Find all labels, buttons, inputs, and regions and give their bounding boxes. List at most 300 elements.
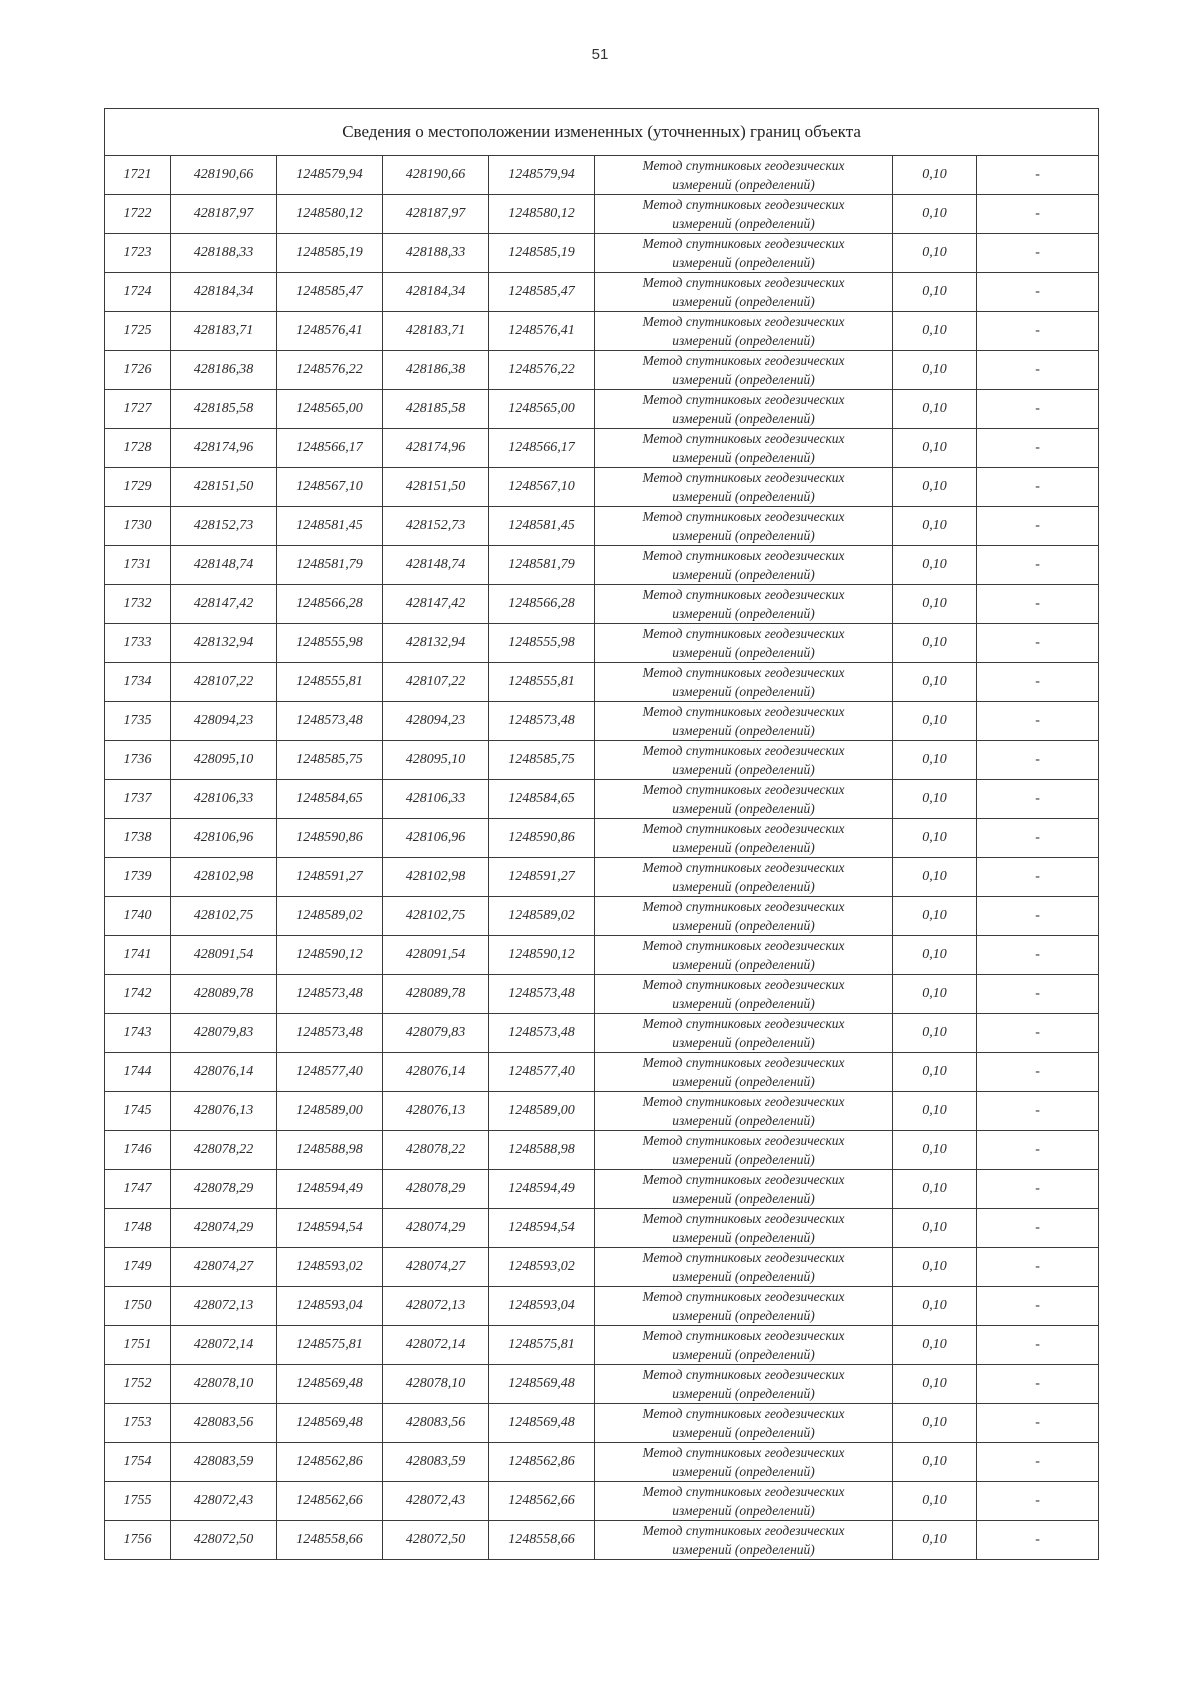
accuracy-cell: 0,10	[893, 1287, 977, 1326]
y-old-cell: 1248581,45	[277, 507, 383, 546]
x-old-cell: 428148,74	[171, 546, 277, 585]
table-row	[105, 1131, 1099, 1170]
x-new-cell: 428074,29	[383, 1209, 489, 1248]
point-number-cell: 1726	[105, 351, 171, 390]
point-number-cell: 1753	[105, 1404, 171, 1443]
point-number-cell: 1755	[105, 1482, 171, 1521]
x-new-cell: 428147,42	[383, 585, 489, 624]
accuracy-cell: 0,10	[893, 1131, 977, 1170]
table-row	[105, 1365, 1099, 1404]
method-line-1: Метод спутниковых геодезических	[642, 1367, 845, 1382]
y-old-cell: 1248590,86	[277, 819, 383, 858]
y-new-cell: 1248589,00	[489, 1092, 595, 1131]
x-new-cell: 428094,23	[383, 702, 489, 741]
x-new-cell: 428107,22	[383, 663, 489, 702]
point-number-cell: 1722	[105, 195, 171, 234]
point-number-cell: 1724	[105, 273, 171, 312]
table-row	[105, 1014, 1099, 1053]
point-number-cell: 1750	[105, 1287, 171, 1326]
table-row	[105, 624, 1099, 663]
y-new-cell: 1248581,45	[489, 507, 595, 546]
accuracy-cell: 0,10	[893, 507, 977, 546]
x-old-cell: 428079,83	[171, 1014, 277, 1053]
y-new-cell: 1248577,40	[489, 1053, 595, 1092]
point-number-cell: 1734	[105, 663, 171, 702]
x-new-cell: 428174,96	[383, 429, 489, 468]
table-row	[105, 1287, 1099, 1326]
y-new-cell: 1248567,10	[489, 468, 595, 507]
x-old-cell: 428174,96	[171, 429, 277, 468]
accuracy-cell: 0,10	[893, 195, 977, 234]
x-old-cell: 428072,14	[171, 1326, 277, 1365]
method-cell	[595, 1170, 893, 1209]
method-cell	[595, 1365, 893, 1404]
table-row	[105, 780, 1099, 819]
note-cell: -	[977, 975, 1099, 1014]
table-row	[105, 897, 1099, 936]
note-cell: -	[977, 195, 1099, 234]
accuracy-cell: 0,10	[893, 546, 977, 585]
note-cell: -	[977, 1053, 1099, 1092]
y-old-cell: 1248585,75	[277, 741, 383, 780]
method-line-2: измерений (определений)	[672, 1074, 815, 1089]
table-row	[105, 273, 1099, 312]
method-cell	[595, 780, 893, 819]
x-old-cell: 428078,29	[171, 1170, 277, 1209]
note-cell: -	[977, 312, 1099, 351]
x-old-cell: 428072,50	[171, 1521, 277, 1560]
table-row	[105, 1326, 1099, 1365]
method-line-1: Метод спутниковых геодезических	[642, 626, 845, 641]
accuracy-cell: 0,10	[893, 1053, 977, 1092]
x-old-cell: 428089,78	[171, 975, 277, 1014]
x-old-cell: 428186,38	[171, 351, 277, 390]
y-new-cell: 1248581,79	[489, 546, 595, 585]
x-new-cell: 428095,10	[383, 741, 489, 780]
note-cell: -	[977, 351, 1099, 390]
x-old-cell: 428187,97	[171, 195, 277, 234]
method-cell	[595, 975, 893, 1014]
method-line-1: Метод спутниковых геодезических	[642, 1133, 845, 1148]
x-old-cell: 428074,29	[171, 1209, 277, 1248]
method-line-1: Метод спутниковых геодезических	[642, 1055, 845, 1070]
table-title: Сведения о местоположении измененных (уточненных) границ объекта	[105, 109, 1099, 156]
y-new-cell: 1248584,65	[489, 780, 595, 819]
method-line-2: измерений (определений)	[672, 1035, 815, 1050]
note-cell: -	[977, 1170, 1099, 1209]
method-line-1: Метод спутниковых геодезических	[642, 1094, 845, 1109]
x-old-cell: 428183,71	[171, 312, 277, 351]
table-row	[105, 195, 1099, 234]
point-number-cell: 1749	[105, 1248, 171, 1287]
table-row	[105, 312, 1099, 351]
method-line-2: измерений (определений)	[672, 567, 815, 582]
accuracy-cell: 0,10	[893, 663, 977, 702]
accuracy-cell: 0,10	[893, 741, 977, 780]
method-line-2: измерений (определений)	[672, 372, 815, 387]
x-new-cell: 428079,83	[383, 1014, 489, 1053]
method-line-1: Метод спутниковых геодезических	[642, 977, 845, 992]
point-number-cell: 1733	[105, 624, 171, 663]
x-old-cell: 428132,94	[171, 624, 277, 663]
method-line-2: измерений (определений)	[672, 1113, 815, 1128]
x-new-cell: 428132,94	[383, 624, 489, 663]
y-new-cell: 1248588,98	[489, 1131, 595, 1170]
x-new-cell: 428106,33	[383, 780, 489, 819]
note-cell: -	[977, 1248, 1099, 1287]
x-old-cell: 428076,14	[171, 1053, 277, 1092]
y-new-cell: 1248593,04	[489, 1287, 595, 1326]
point-number-cell: 1725	[105, 312, 171, 351]
accuracy-cell: 0,10	[893, 858, 977, 897]
accuracy-cell: 0,10	[893, 780, 977, 819]
point-number-cell: 1723	[105, 234, 171, 273]
method-line-2: измерений (определений)	[672, 957, 815, 972]
method-line-1: Метод спутниковых геодезических	[642, 1406, 845, 1421]
table-row	[105, 546, 1099, 585]
x-new-cell: 428074,27	[383, 1248, 489, 1287]
method-line-2: измерений (определений)	[672, 294, 815, 309]
x-new-cell: 428078,10	[383, 1365, 489, 1404]
method-cell	[595, 1014, 893, 1053]
method-line-1: Метод спутниковых геодезических	[642, 158, 845, 173]
point-number-cell: 1731	[105, 546, 171, 585]
method-cell	[595, 1287, 893, 1326]
method-line-1: Метод спутниковых геодезических	[642, 197, 845, 212]
method-line-2: измерений (определений)	[672, 996, 815, 1011]
method-line-2: измерений (определений)	[672, 255, 815, 270]
x-new-cell: 428185,58	[383, 390, 489, 429]
method-cell	[595, 741, 893, 780]
x-new-cell: 428072,50	[383, 1521, 489, 1560]
y-old-cell: 1248573,48	[277, 1014, 383, 1053]
point-number-cell: 1743	[105, 1014, 171, 1053]
method-line-2: измерений (определений)	[672, 879, 815, 894]
note-cell: -	[977, 1326, 1099, 1365]
boundary-coordinates-table	[104, 108, 1099, 1560]
table-row	[105, 1209, 1099, 1248]
point-number-cell: 1735	[105, 702, 171, 741]
method-line-1: Метод спутниковых геодезических	[642, 392, 845, 407]
method-line-1: Метод спутниковых геодезических	[642, 1172, 845, 1187]
y-new-cell: 1248562,86	[489, 1443, 595, 1482]
x-new-cell: 428089,78	[383, 975, 489, 1014]
table-row	[105, 429, 1099, 468]
method-cell	[595, 234, 893, 273]
x-old-cell: 428083,56	[171, 1404, 277, 1443]
method-line-1: Метод спутниковых геодезических	[642, 899, 845, 914]
point-number-cell: 1751	[105, 1326, 171, 1365]
method-cell	[595, 936, 893, 975]
point-number-cell: 1729	[105, 468, 171, 507]
x-new-cell: 428183,71	[383, 312, 489, 351]
method-line-2: измерений (определений)	[672, 450, 815, 465]
x-old-cell: 428147,42	[171, 585, 277, 624]
x-new-cell: 428078,22	[383, 1131, 489, 1170]
note-cell: -	[977, 273, 1099, 312]
accuracy-cell: 0,10	[893, 975, 977, 1014]
point-number-cell: 1728	[105, 429, 171, 468]
note-cell: -	[977, 624, 1099, 663]
method-cell	[595, 390, 893, 429]
note-cell: -	[977, 1521, 1099, 1560]
note-cell: -	[977, 1482, 1099, 1521]
y-old-cell: 1248565,00	[277, 390, 383, 429]
x-new-cell: 428151,50	[383, 468, 489, 507]
method-cell	[595, 702, 893, 741]
method-line-2: измерений (определений)	[672, 1347, 815, 1362]
note-cell: -	[977, 819, 1099, 858]
y-new-cell: 1248573,48	[489, 1014, 595, 1053]
note-cell: -	[977, 1365, 1099, 1404]
y-old-cell: 1248581,79	[277, 546, 383, 585]
accuracy-cell: 0,10	[893, 1326, 977, 1365]
y-new-cell: 1248566,28	[489, 585, 595, 624]
note-cell: -	[977, 390, 1099, 429]
y-old-cell: 1248579,94	[277, 156, 383, 195]
accuracy-cell: 0,10	[893, 624, 977, 663]
point-number-cell: 1737	[105, 780, 171, 819]
table-row	[105, 156, 1099, 195]
x-old-cell: 428074,27	[171, 1248, 277, 1287]
point-number-cell: 1754	[105, 1443, 171, 1482]
method-cell	[595, 468, 893, 507]
note-cell: -	[977, 1404, 1099, 1443]
table-row	[105, 819, 1099, 858]
point-number-cell: 1732	[105, 585, 171, 624]
y-old-cell: 1248594,49	[277, 1170, 383, 1209]
method-line-2: измерений (определений)	[672, 1308, 815, 1323]
point-number-cell: 1740	[105, 897, 171, 936]
note-cell: -	[977, 936, 1099, 975]
x-old-cell: 428094,23	[171, 702, 277, 741]
method-line-2: измерений (определений)	[672, 411, 815, 426]
x-new-cell: 428072,43	[383, 1482, 489, 1521]
y-new-cell: 1248594,49	[489, 1170, 595, 1209]
x-new-cell: 428106,96	[383, 819, 489, 858]
note-cell: -	[977, 858, 1099, 897]
table-row	[105, 858, 1099, 897]
table-row	[105, 1482, 1099, 1521]
point-number-cell: 1742	[105, 975, 171, 1014]
x-new-cell: 428078,29	[383, 1170, 489, 1209]
method-line-2: измерений (определений)	[672, 177, 815, 192]
y-new-cell: 1248558,66	[489, 1521, 595, 1560]
y-new-cell: 1248569,48	[489, 1404, 595, 1443]
y-new-cell: 1248591,27	[489, 858, 595, 897]
method-line-2: измерений (определений)	[672, 1152, 815, 1167]
method-cell	[595, 273, 893, 312]
table-row	[105, 936, 1099, 975]
x-old-cell: 428184,34	[171, 273, 277, 312]
accuracy-cell: 0,10	[893, 1170, 977, 1209]
accuracy-cell: 0,10	[893, 312, 977, 351]
point-number-cell: 1756	[105, 1521, 171, 1560]
y-old-cell: 1248555,98	[277, 624, 383, 663]
y-old-cell: 1248569,48	[277, 1404, 383, 1443]
y-new-cell: 1248585,47	[489, 273, 595, 312]
method-cell	[595, 663, 893, 702]
method-cell	[595, 819, 893, 858]
x-old-cell: 428151,50	[171, 468, 277, 507]
y-old-cell: 1248562,66	[277, 1482, 383, 1521]
method-line-1: Метод спутниковых геодезических	[642, 938, 845, 953]
table-body	[105, 156, 1099, 1560]
y-old-cell: 1248584,65	[277, 780, 383, 819]
point-number-cell: 1739	[105, 858, 171, 897]
table-row	[105, 507, 1099, 546]
method-cell	[595, 1209, 893, 1248]
method-cell	[595, 351, 893, 390]
method-line-2: измерений (определений)	[672, 918, 815, 933]
note-cell: -	[977, 897, 1099, 936]
accuracy-cell: 0,10	[893, 390, 977, 429]
method-line-2: измерений (определений)	[672, 1464, 815, 1479]
y-old-cell: 1248566,28	[277, 585, 383, 624]
y-old-cell: 1248573,48	[277, 702, 383, 741]
y-old-cell: 1248562,86	[277, 1443, 383, 1482]
table-row	[105, 1053, 1099, 1092]
y-old-cell: 1248577,40	[277, 1053, 383, 1092]
method-cell	[595, 1092, 893, 1131]
method-line-2: измерений (определений)	[672, 1425, 815, 1440]
x-new-cell: 428148,74	[383, 546, 489, 585]
method-cell	[595, 1404, 893, 1443]
point-number-cell: 1748	[105, 1209, 171, 1248]
note-cell: -	[977, 1014, 1099, 1053]
method-line-1: Метод спутниковых геодезических	[642, 587, 845, 602]
x-old-cell: 428072,13	[171, 1287, 277, 1326]
table-row	[105, 1443, 1099, 1482]
y-old-cell: 1248555,81	[277, 663, 383, 702]
point-number-cell: 1744	[105, 1053, 171, 1092]
x-old-cell: 428078,10	[171, 1365, 277, 1404]
method-cell	[595, 1248, 893, 1287]
accuracy-cell: 0,10	[893, 1404, 977, 1443]
table-row	[105, 1092, 1099, 1131]
point-number-cell: 1738	[105, 819, 171, 858]
table-row	[105, 585, 1099, 624]
method-line-1: Метод спутниковых геодезических	[642, 1484, 845, 1499]
x-new-cell: 428091,54	[383, 936, 489, 975]
y-old-cell: 1248573,48	[277, 975, 383, 1014]
x-old-cell: 428188,33	[171, 234, 277, 273]
point-number-cell: 1745	[105, 1092, 171, 1131]
table-row	[105, 1521, 1099, 1560]
x-new-cell: 428184,34	[383, 273, 489, 312]
method-line-1: Метод спутниковых геодезических	[642, 704, 845, 719]
table-row	[105, 1170, 1099, 1209]
x-new-cell: 428076,13	[383, 1092, 489, 1131]
table-row	[105, 351, 1099, 390]
accuracy-cell: 0,10	[893, 1209, 977, 1248]
note-cell: -	[977, 1092, 1099, 1131]
x-old-cell: 428076,13	[171, 1092, 277, 1131]
method-cell	[595, 1326, 893, 1365]
y-new-cell: 1248590,12	[489, 936, 595, 975]
method-line-2: измерений (определений)	[672, 1230, 815, 1245]
method-line-1: Метод спутниковых геодезических	[642, 782, 845, 797]
method-line-2: измерений (определений)	[672, 489, 815, 504]
note-cell: -	[977, 507, 1099, 546]
method-line-1: Метод спутниковых геодезических	[642, 275, 845, 290]
y-old-cell: 1248567,10	[277, 468, 383, 507]
method-cell	[595, 1482, 893, 1521]
method-line-1: Метод спутниковых геодезических	[642, 548, 845, 563]
y-old-cell: 1248593,04	[277, 1287, 383, 1326]
y-new-cell: 1248555,98	[489, 624, 595, 663]
method-cell	[595, 312, 893, 351]
method-line-2: измерений (определений)	[672, 1386, 815, 1401]
method-line-2: измерений (определений)	[672, 528, 815, 543]
note-cell: -	[977, 741, 1099, 780]
y-old-cell: 1248566,17	[277, 429, 383, 468]
y-new-cell: 1248593,02	[489, 1248, 595, 1287]
note-cell: -	[977, 468, 1099, 507]
method-line-1: Метод спутниковых геодезических	[642, 1445, 845, 1460]
y-new-cell: 1248569,48	[489, 1365, 595, 1404]
note-cell: -	[977, 1287, 1099, 1326]
note-cell: -	[977, 663, 1099, 702]
method-line-2: измерений (определений)	[672, 684, 815, 699]
y-new-cell: 1248555,81	[489, 663, 595, 702]
y-new-cell: 1248579,94	[489, 156, 595, 195]
accuracy-cell: 0,10	[893, 819, 977, 858]
method-line-1: Метод спутниковых геодезических	[642, 1250, 845, 1265]
x-new-cell: 428186,38	[383, 351, 489, 390]
y-new-cell: 1248562,66	[489, 1482, 595, 1521]
method-line-1: Метод спутниковых геодезических	[642, 1016, 845, 1031]
method-line-1: Метод спутниковых геодезических	[642, 665, 845, 680]
x-old-cell: 428102,75	[171, 897, 277, 936]
accuracy-cell: 0,10	[893, 1092, 977, 1131]
method-cell	[595, 546, 893, 585]
y-new-cell: 1248589,02	[489, 897, 595, 936]
method-line-2: измерений (определений)	[672, 1269, 815, 1284]
method-line-2: измерений (определений)	[672, 645, 815, 660]
note-cell: -	[977, 585, 1099, 624]
note-cell: -	[977, 1209, 1099, 1248]
method-cell	[595, 507, 893, 546]
y-old-cell: 1248569,48	[277, 1365, 383, 1404]
x-old-cell: 428091,54	[171, 936, 277, 975]
y-new-cell: 1248573,48	[489, 702, 595, 741]
accuracy-cell: 0,10	[893, 1014, 977, 1053]
x-old-cell: 428190,66	[171, 156, 277, 195]
y-old-cell: 1248589,00	[277, 1092, 383, 1131]
x-new-cell: 428072,14	[383, 1326, 489, 1365]
y-new-cell: 1248576,22	[489, 351, 595, 390]
method-line-1: Метод спутниковых геодезических	[642, 509, 845, 524]
y-new-cell: 1248565,00	[489, 390, 595, 429]
method-line-1: Метод спутниковых геодезических	[642, 1523, 845, 1538]
method-cell	[595, 156, 893, 195]
accuracy-cell: 0,10	[893, 429, 977, 468]
accuracy-cell: 0,10	[893, 936, 977, 975]
point-number-cell: 1721	[105, 156, 171, 195]
accuracy-cell: 0,10	[893, 234, 977, 273]
method-line-2: измерений (определений)	[672, 1191, 815, 1206]
y-new-cell: 1248580,12	[489, 195, 595, 234]
note-cell: -	[977, 429, 1099, 468]
y-old-cell: 1248585,19	[277, 234, 383, 273]
method-line-1: Метод спутниковых геодезических	[642, 1328, 845, 1343]
method-line-1: Метод спутниковых геодезических	[642, 743, 845, 758]
method-cell	[595, 624, 893, 663]
method-line-1: Метод спутниковых геодезических	[642, 236, 845, 251]
page-number: 51	[591, 46, 609, 63]
x-old-cell: 428078,22	[171, 1131, 277, 1170]
